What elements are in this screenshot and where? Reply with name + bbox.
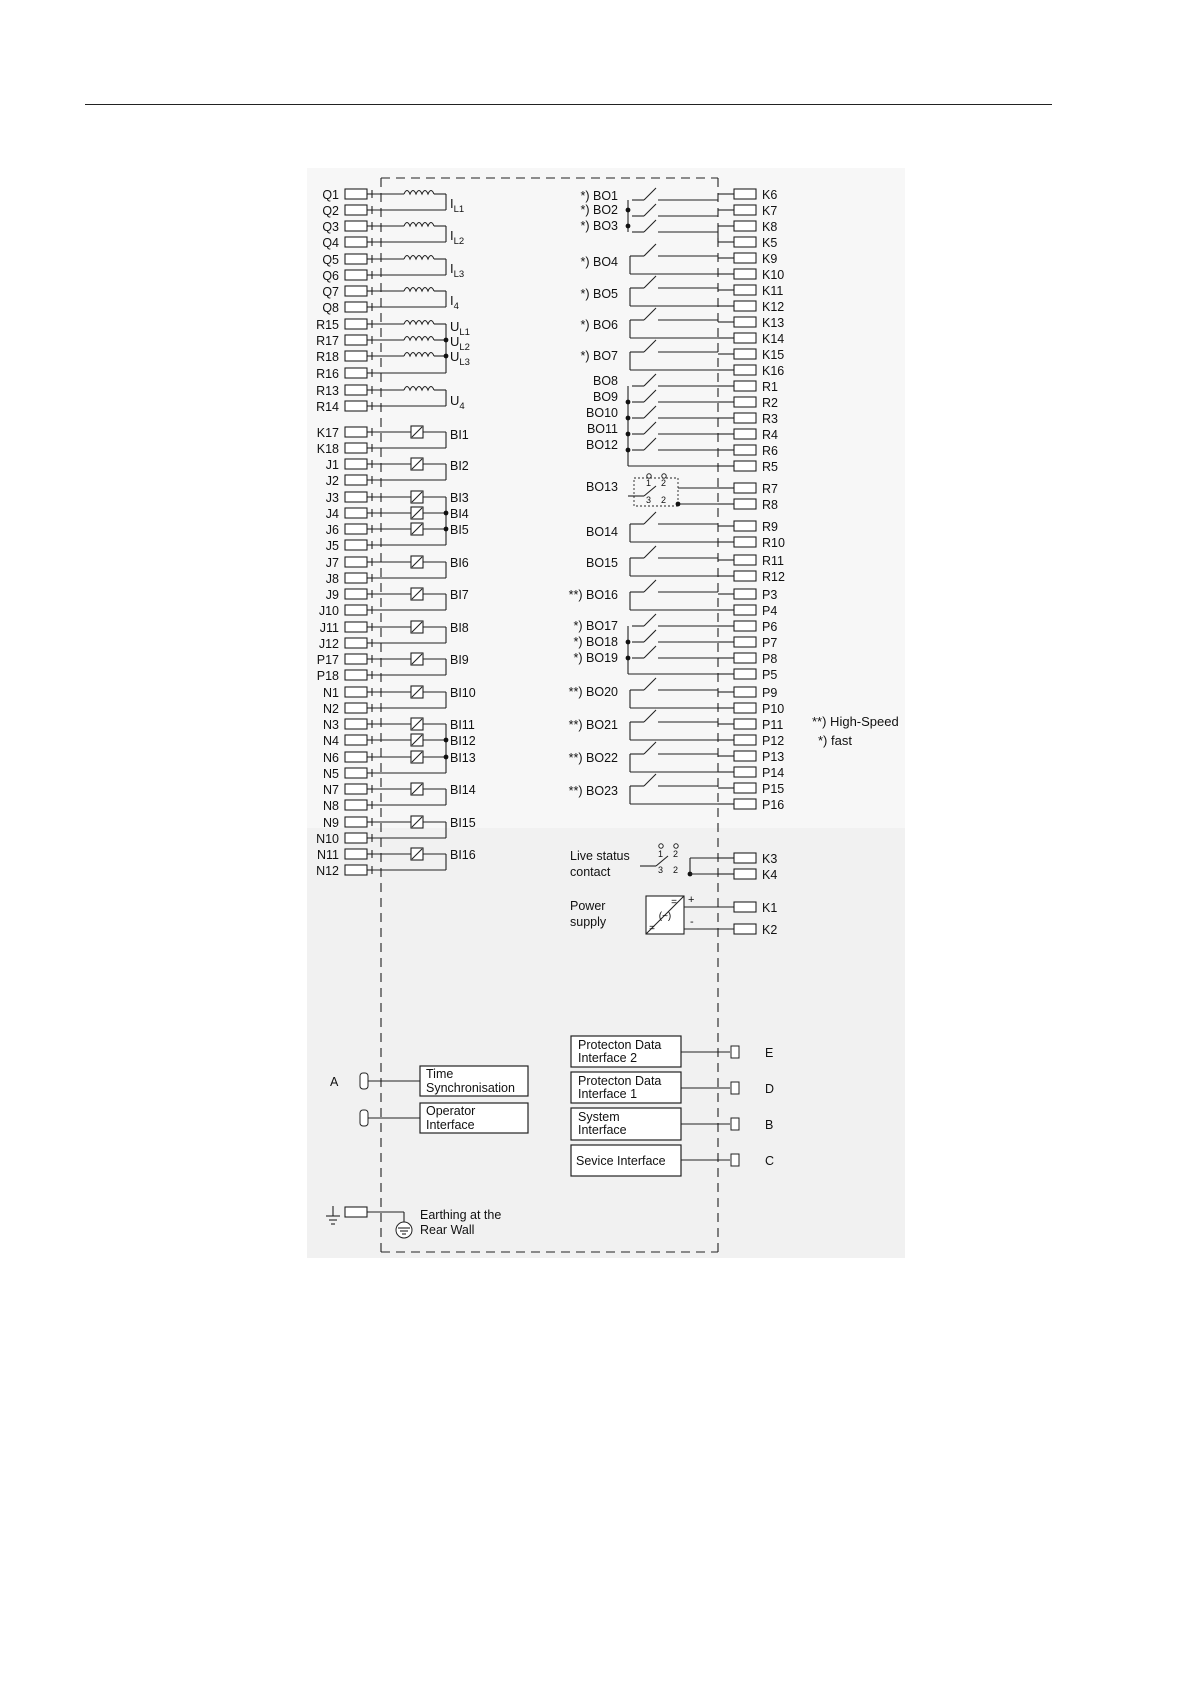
svg-text:UL1: $U_{L1}$ [450, 319, 470, 338]
svg-text:I4: $I_4$ [450, 293, 459, 312]
terminal-label: J6 [325, 523, 339, 537]
terminal-label: P9 [762, 686, 778, 700]
binary-output-label: **) BO23 [568, 784, 618, 798]
interface-label: Operator [426, 1104, 476, 1118]
terminal-label: Q8 [322, 301, 339, 315]
binary-output-bo8 [593, 374, 618, 388]
binary-input-label: BI16 [450, 848, 476, 862]
terminal-label: N1 [323, 686, 339, 700]
binary-input-bi7 [450, 588, 469, 602]
binary-input-bi13 [450, 751, 476, 765]
terminal-label: K11 [762, 284, 784, 298]
terminal-label: Q4 [322, 236, 339, 250]
terminal-label: R5 [762, 460, 778, 474]
terminal-label: N3 [323, 718, 339, 732]
terminal-label: P13 [762, 750, 785, 764]
terminal-label: P15 [762, 782, 785, 796]
terminal-label: R11 [762, 554, 785, 568]
terminal-label: N6 [323, 751, 339, 765]
terminal-label: P16 [762, 798, 785, 812]
binary-output-bo13 [586, 480, 618, 494]
terminal-label: N9 [323, 816, 339, 830]
terminal-label: K16 [762, 364, 785, 378]
live-status-label: contact [570, 865, 611, 879]
terminal-label: J5 [325, 539, 339, 553]
terminal-label: J2 [325, 474, 339, 488]
terminal-label: R2 [762, 396, 778, 410]
binary-input-label: BI4 [450, 507, 469, 521]
live-status-label: Live status [570, 849, 630, 863]
terminal-label: R1 [762, 380, 778, 394]
binary-input-label: BI10 [450, 686, 476, 700]
svg-text:UL3: $U_{L3}$ [450, 349, 470, 368]
terminal-label: R12 [762, 570, 785, 584]
binary-input-label: BI5 [450, 523, 469, 537]
terminal-label: P3 [762, 588, 778, 602]
terminal-label: R3 [762, 412, 778, 426]
svg-text:IL1: $I_{L1}$ [450, 196, 465, 215]
terminal-label: P17 [316, 653, 339, 667]
binary-output-bo7 [580, 349, 618, 363]
interface-label: Interface 2 [578, 1051, 638, 1065]
binary-output-label: BO15 [586, 556, 618, 570]
binary-input-label: BI12 [450, 734, 476, 748]
binary-input-bi12 [450, 734, 476, 748]
binary-output-label: BO12 [586, 438, 618, 452]
binary-output-bo1 [580, 189, 618, 203]
terminal-label: N8 [323, 799, 339, 813]
binary-output-label: BO10 [586, 406, 618, 420]
binary-input-bi16 [450, 848, 476, 862]
terminal-label: K18 [316, 442, 339, 456]
port-label: D [765, 1082, 775, 1096]
binary-output-bo12 [586, 438, 618, 452]
binary-input-bi1 [450, 428, 469, 442]
port-label: B [765, 1118, 774, 1132]
terminal-label: N7 [323, 783, 339, 797]
terminal-label: R6 [762, 444, 778, 458]
binary-output-label: *) BO4 [580, 255, 618, 269]
terminal-label: R15 [316, 318, 339, 332]
binary-output-bo11 [587, 422, 618, 436]
terminal-label: R10 [762, 536, 785, 550]
terminal-label: K7 [762, 204, 778, 218]
terminal-label: K13 [762, 316, 785, 330]
terminal-label: K5 [762, 236, 778, 250]
power-supply-label: Power [570, 899, 606, 913]
ac-symbol: (~) [658, 911, 672, 922]
terminal-label: J7 [325, 556, 339, 570]
terminal-label: N10 [316, 832, 339, 846]
binary-output-label: **) BO22 [568, 751, 618, 765]
terminal-label: R13 [316, 384, 339, 398]
terminal-label: P5 [762, 668, 778, 682]
binary-input-label: BI3 [450, 491, 469, 505]
dc-symbol: = [649, 923, 655, 934]
binary-output-bo15 [586, 556, 618, 570]
binary-input-label: BI2 [450, 459, 469, 473]
binary-output-bo21 [569, 718, 618, 732]
terminal-label: K14 [762, 332, 785, 346]
binary-output-bo23 [569, 784, 618, 798]
terminal-label: R4 [762, 428, 778, 442]
terminal-label: N4 [323, 734, 339, 748]
binary-output-label: BO14 [586, 525, 618, 539]
terminal-label: K15 [762, 348, 785, 362]
terminal-label: J1 [325, 458, 339, 472]
binary-input-bi15 [450, 816, 476, 830]
binary-output-label: *) BO17 [573, 619, 618, 633]
binary-output-label: **) BO16 [568, 588, 618, 602]
terminal-label: K4 [762, 868, 778, 882]
legend-high-speed: **) High-Speed [812, 714, 899, 729]
port-label: E [765, 1046, 774, 1060]
terminal-label: J4 [325, 507, 339, 521]
earthing-label: Earthing at the [420, 1208, 502, 1222]
terminal-label: J10 [318, 604, 339, 618]
terminal-label: P8 [762, 652, 778, 666]
interface-label: Time [426, 1067, 454, 1081]
terminal-label: P6 [762, 620, 778, 634]
terminal-label: J12 [318, 637, 339, 651]
contact-number: 1 [658, 849, 664, 859]
binary-output-bo22 [569, 751, 618, 765]
terminal-label: Q6 [322, 269, 339, 283]
binary-output-bo20 [569, 685, 618, 699]
terminal-label: N5 [323, 767, 339, 781]
binary-output-bo18 [574, 635, 619, 649]
interface-label: Protecton Data [578, 1038, 662, 1052]
binary-output-label: *) BO18 [573, 635, 618, 649]
binary-output-label: *) BO1 [580, 189, 618, 203]
terminal-label: R17 [316, 334, 339, 348]
interface-label: Synchronisation [426, 1081, 515, 1095]
terminal-label: Q7 [322, 285, 339, 299]
binary-output-label: **) BO21 [568, 718, 618, 732]
binary-input-bi8 [450, 621, 469, 635]
earthing-label: Rear Wall [420, 1223, 475, 1237]
binary-output-label: *) BO5 [580, 287, 618, 301]
terminal-label: K17 [316, 426, 339, 440]
terminal-label: R9 [762, 520, 778, 534]
interface-label: Interface [426, 1118, 475, 1132]
terminal-label: J8 [325, 572, 339, 586]
binary-input-bi2 [450, 459, 469, 473]
binary-input-bi9 [450, 653, 469, 667]
binary-input-bi3 [450, 491, 469, 505]
binary-input-bi14 [450, 783, 476, 797]
terminal-label: Q2 [322, 204, 339, 218]
binary-output-label: *) BO3 [580, 219, 618, 233]
terminal-label: K6 [762, 188, 778, 202]
binary-output-label: **) BO20 [568, 685, 618, 699]
terminal-label: N12 [316, 864, 339, 878]
binary-output-bo3 [580, 219, 618, 233]
binary-input-bi10 [450, 686, 476, 700]
binary-input-label: BI9 [450, 653, 469, 667]
contact-number: 2 [661, 495, 667, 505]
binary-input-label: BI1 [450, 428, 469, 442]
terminal-label: Q5 [322, 253, 339, 267]
terminal-label: R8 [762, 498, 778, 512]
binary-output-label: *) BO6 [580, 318, 618, 332]
svg-text:IL3: $I_{L3}$ [450, 261, 465, 280]
binary-output-bo4 [580, 255, 618, 269]
svg-text:IL2: $I_{L2}$ [450, 228, 465, 247]
binary-output-bo17 [574, 619, 619, 633]
terminal-label: K2 [762, 923, 778, 937]
binary-input-label: BI8 [450, 621, 469, 635]
contact-number: 2 [661, 478, 667, 488]
binary-output-bo9 [593, 390, 618, 404]
binary-output-label: *) BO19 [573, 651, 618, 665]
interface-label: System [578, 1110, 620, 1124]
terminal-label: K10 [762, 268, 785, 282]
terminal-label: R14 [316, 400, 339, 414]
terminal-label: J9 [325, 588, 339, 602]
terminal-label: P4 [762, 604, 778, 618]
interface-label: Sevice Interface [576, 1154, 666, 1168]
terminal-label: P18 [316, 669, 339, 683]
port-label: A [330, 1075, 339, 1089]
contact-number: 2 [673, 865, 679, 875]
terminal-label: Q3 [322, 220, 339, 234]
binary-output-label: BO11 [586, 422, 618, 436]
binary-input-label: BI15 [450, 816, 476, 830]
terminal-label: P10 [762, 702, 785, 716]
contact-number: 2 [673, 849, 679, 859]
terminal-label: K12 [762, 300, 785, 314]
binary-output-bo16 [569, 588, 618, 602]
terminal-label: P14 [762, 766, 785, 780]
svg-text:UL2: $U_{L2}$ [450, 334, 470, 353]
binary-output-bo5 [580, 287, 618, 301]
terminal-label: N11 [316, 848, 339, 862]
terminal-label: K3 [762, 852, 778, 866]
binary-output-label: *) BO2 [580, 203, 618, 217]
terminal-label: R7 [762, 482, 778, 496]
terminal-label: N2 [323, 702, 339, 716]
binary-input-label: BI13 [450, 751, 476, 765]
interface-label: Interface [578, 1123, 627, 1137]
binary-output-label: BO8 [592, 374, 618, 388]
contact-number: 3 [658, 865, 664, 875]
dc-symbol: = [671, 897, 677, 908]
binary-output-bo14 [586, 525, 618, 539]
binary-output-bo2 [580, 203, 618, 217]
binary-input-bi11 [450, 718, 475, 732]
binary-input-bi4 [450, 507, 469, 521]
plus-sign: + [688, 894, 695, 906]
binary-input-label: BI14 [450, 783, 476, 797]
legend-fast: *) fast [818, 733, 852, 748]
terminal-label: J11 [319, 621, 339, 635]
terminal-label: K9 [762, 252, 778, 266]
binary-output-bo10 [586, 406, 618, 420]
contact-number: 1 [646, 478, 652, 488]
binary-output-bo6 [580, 318, 618, 332]
binary-input-label: BI7 [450, 588, 469, 602]
binary-input-label: BI6 [450, 556, 469, 570]
terminal-label: P7 [762, 636, 778, 650]
interface-label: Interface 1 [578, 1087, 638, 1101]
binary-input-bi5 [450, 523, 469, 537]
terminal-label: K1 [762, 901, 778, 915]
contact-number: 3 [646, 495, 652, 505]
interface-label: Protecton Data [578, 1074, 662, 1088]
terminal-label: P12 [762, 734, 785, 748]
binary-output-label: BO9 [592, 390, 618, 404]
binary-output-bo19 [574, 651, 619, 665]
terminal-label: R18 [316, 350, 339, 364]
minus-sign: - [690, 916, 694, 928]
port-label: C [765, 1154, 775, 1168]
binary-input-label: BI11 [450, 718, 475, 732]
terminal-label: P11 [762, 718, 784, 732]
binary-output-label: BO13 [586, 480, 618, 494]
power-supply-label: supply [570, 915, 607, 929]
binary-output-label: *) BO7 [580, 349, 618, 363]
binary-input-bi6 [450, 556, 469, 570]
terminal-label: R16 [316, 367, 339, 381]
terminal-label: K8 [762, 220, 778, 234]
terminal-label: Q1 [322, 188, 339, 202]
terminal-label: J3 [325, 491, 339, 505]
svg-text:U4: $U_4$ [450, 393, 465, 412]
